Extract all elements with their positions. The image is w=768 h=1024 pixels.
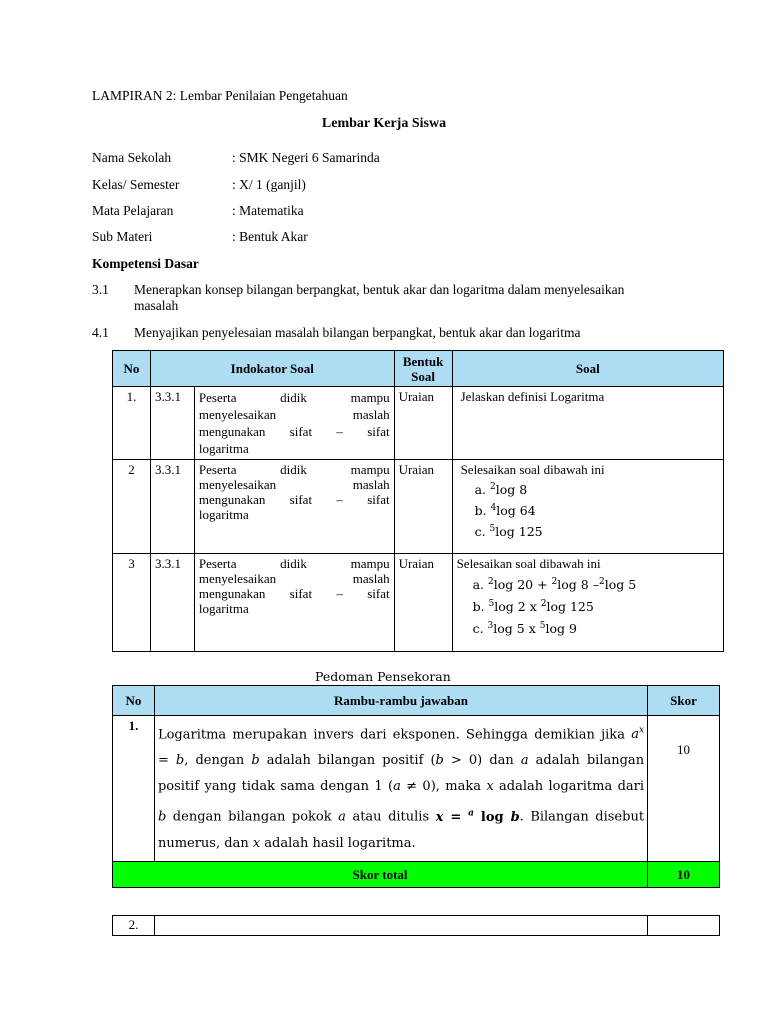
answer-score [648, 916, 720, 936]
question-item: a. $^2$log 20 + $^2$log 8 –$^2$log 5 [472, 577, 637, 593]
kd-number-2: 4.1 [92, 325, 109, 340]
question-item: c. $^5$log 125 [474, 524, 543, 540]
indicator-code: 3.3.1 [150, 554, 194, 652]
table-row [113, 554, 724, 652]
table-row [113, 716, 720, 862]
pedoman-title: Pedoman Pensekoran [315, 669, 451, 684]
indicator-text: Peserta didik mampu menyelesaikan maslah mengunakan sifat – sifat logaritma [194, 554, 394, 652]
indicator-text: Peserta didik mampu menyelesaikan maslah mengunakan sifat – sifat logaritma [194, 460, 394, 554]
question-cell [452, 460, 723, 554]
kd-text-1: Menerapkan konsep bilangan berpangkat, bentuk akar dan logaritma dalam menyelesaikan [134, 282, 625, 297]
question-type: Uraian [394, 554, 452, 652]
scoring-header-rambu: Rambu-rambu jawaban [154, 686, 647, 716]
question-type: Uraian [394, 460, 452, 554]
lampiran-heading: LAMPIRAN 2: Lembar Penilaian Pengetahuan [92, 88, 348, 103]
indicator-code: 3.3.1 [150, 387, 194, 460]
info-value-school: : SMK Negeri 6 Samarinda [232, 150, 380, 165]
answer-text: Logaritma merupakan invers dari eksponen. Sehingga demikian jika $a^x$ = b, dengan b adalah bilangan positif (b > 0) dan a adalah bilangan positif yang tidak sama dengan 1 (a ≠ 0), maka x adalah logaritma dari b dengan bilangan pokok a atau ditulis x = $^a$ log b. Bilangan disebut numerus, dan x adalah hasil logaritma. [154, 716, 647, 862]
info-label-subject: Mata Pelajaran [92, 203, 174, 218]
col-header-soal: Soal [452, 351, 723, 387]
kd-number-1: 3.1 [92, 282, 109, 297]
question-item: a. $^2$log 8 [474, 482, 528, 498]
question-item: c. $^3$log 5 x $^5$log 9 [472, 621, 577, 637]
scoring-table [112, 685, 720, 888]
info-value-subject: : Matematika [232, 203, 304, 218]
question-intro: Selesaikan soal dibawah ini [460, 462, 605, 477]
page-title: Lembar Kerja Siswa [321, 116, 447, 131]
question-intro: Selesaikan soal dibawah ini [456, 556, 601, 571]
answer-text [154, 916, 647, 936]
scoring-header-skor: Skor [648, 686, 720, 716]
row-number: 1. [113, 387, 151, 460]
info-value-submateri: : Bentuk Akar [232, 229, 308, 244]
info-label-class: Kelas/ Semester [92, 177, 180, 192]
question-text: Jelaskan definisi Logaritma [452, 387, 723, 460]
info-label-submateri: Sub Materi [92, 229, 153, 244]
info-value-class: : X/ 1 (ganjil) [232, 177, 306, 192]
question-item: b. $^4$log 64 [474, 503, 536, 519]
col-header-bentuk: Bentuk Soal [394, 351, 452, 387]
scoring-table-2 [112, 915, 720, 936]
scoring-row-number: 1. [113, 716, 155, 862]
kd-text-2: Menyajikan penyelesaian masalah bilangan berpangkat, bentuk akar dan logaritma [134, 325, 581, 340]
question-type: Uraian [394, 387, 452, 460]
row-number: 3 [113, 554, 151, 652]
total-score-value: 10 [648, 862, 720, 888]
table-row [113, 387, 724, 460]
question-table [112, 350, 724, 652]
scoring-row-number: 2. [113, 916, 155, 936]
answer-score: 10 [648, 716, 720, 862]
indicator-text: Peserta didik mampu menyelesaikan maslah mengunakan sifat – sifat logaritma [194, 387, 394, 460]
info-label-school: Nama Sekolah [92, 150, 172, 165]
col-header-no: No [113, 351, 151, 387]
table-row [113, 460, 724, 554]
kompetensi-heading: Kompetensi Dasar [92, 256, 199, 271]
scoring-header-no: No [113, 686, 155, 716]
indicator-code: 3.3.1 [150, 460, 194, 554]
total-score-label: Skor total [113, 862, 648, 888]
row-number: 2 [113, 460, 151, 554]
question-cell [452, 554, 723, 652]
col-header-indikator: Indokator Soal [150, 351, 394, 387]
question-item: b. $^5$log 2 x $^2$log 125 [472, 599, 594, 615]
kd-text-1-cont: masalah [134, 298, 179, 313]
